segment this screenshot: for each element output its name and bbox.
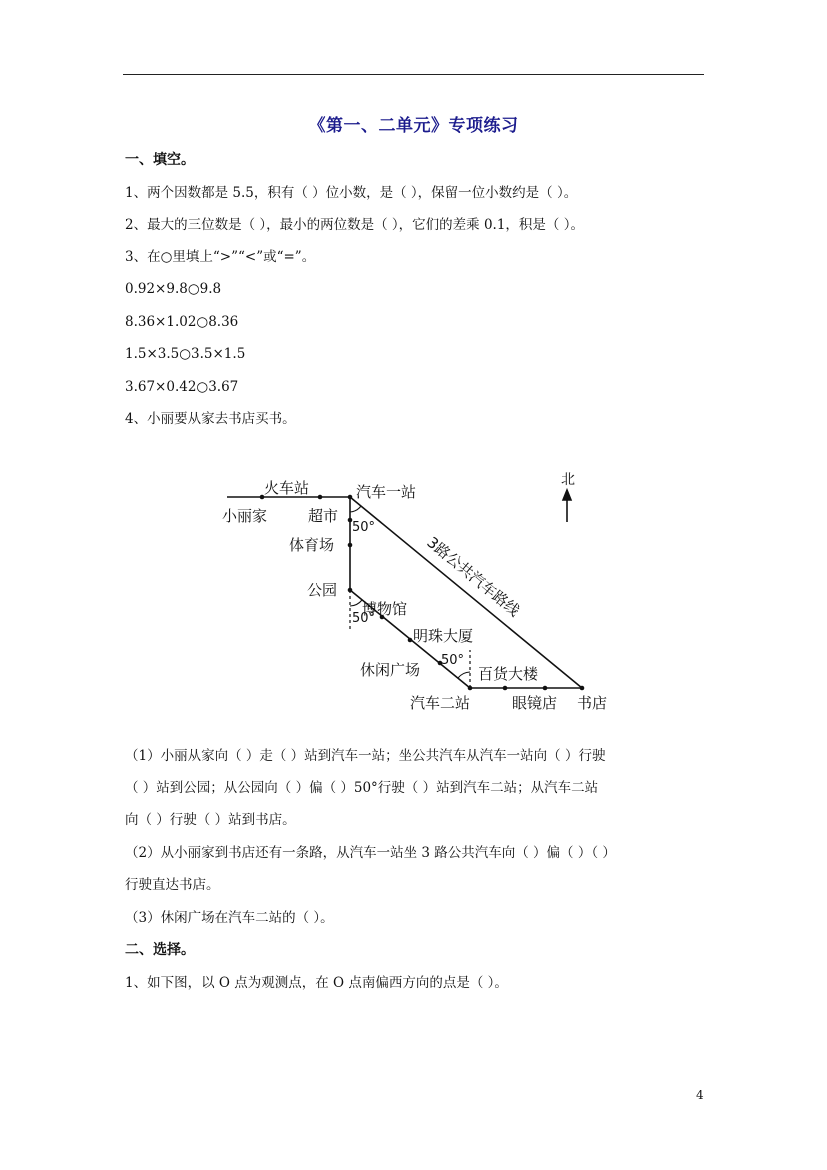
q3-item-3: 1.5×3.5○3.5×1.5: [125, 346, 246, 362]
dot-bookstore: [580, 686, 585, 691]
label-train-station: 火车站: [264, 479, 310, 497]
label-bookstore: 书店: [577, 694, 608, 712]
dot-park: [348, 588, 353, 593]
label-gym: 体育场: [289, 536, 335, 554]
sub-question-1-line-1: （1）小丽从家向（ ）走（ ）站到汽车一站；坐公共汽车从汽车一站向（ ）行驶: [125, 748, 606, 764]
label-park: 公园: [307, 581, 338, 599]
angle-arc-3: [458, 672, 470, 678]
page-number: 4: [696, 1088, 704, 1102]
sub-question-1-line-2: （ ）站到公园；从公园向（ ）偏（ ）50°行驶（ ）站到汽车二站；从汽车二站: [125, 780, 599, 796]
label-angle-2: 50°: [352, 611, 376, 626]
section-fill-blank: 一、填空。: [125, 152, 195, 168]
label-leisure-square: 休闲广场: [360, 661, 421, 679]
label-department-store: 百货大楼: [478, 665, 539, 683]
label-angle-1: 50°: [352, 520, 376, 535]
label-supermarket: 超市: [308, 507, 339, 525]
label-museum: 博物馆: [362, 600, 408, 618]
label-bus-station-2: 汽车二站: [410, 694, 471, 712]
label-angle-3: 50°: [441, 653, 465, 668]
label-home: 小丽家: [222, 507, 268, 525]
label-pearl-tower: 明珠大厦: [413, 627, 474, 645]
section-choice: 二、选择。: [125, 942, 195, 958]
north-arrow-head: [563, 490, 571, 500]
q3-item-4: 3.67×0.42○3.67: [125, 379, 239, 395]
question-3: 3、在○里填上“>”“<”或“=”。: [125, 249, 316, 265]
angle-arc-2: [350, 600, 362, 606]
label-optical-store: 眼镜店: [512, 694, 558, 712]
dot-supermarket-top: [318, 495, 323, 500]
page-title: 《第一、二单元》专项练习: [308, 116, 519, 136]
question-2: 2、最大的三位数是（ ），最小的两位数是（ ），它们的差乘 0.1，积是（ ）。: [125, 217, 584, 233]
dot-optical-store: [543, 686, 548, 691]
label-north: 北: [561, 472, 575, 488]
dot-bus-station-1: [348, 495, 353, 500]
question-4: 4、小丽要从家去书店买书。: [125, 411, 296, 427]
dot-department-store: [503, 686, 508, 691]
dot-gym: [348, 543, 353, 548]
road-bus-route-3: [350, 497, 582, 688]
label-bus-station-1: 汽车一站: [356, 483, 417, 501]
sub-question-1-line-3: 向（ ）行驶（ ）站到书店。: [125, 812, 296, 828]
angle-arc-1: [350, 506, 361, 512]
dot-bus-station-2: [468, 686, 473, 691]
sub-question-2-line-2: 行驶直达书店。: [125, 877, 220, 893]
choice-question-1: 1、如下图，以 O 点为观测点，在 O 点南偏西方向的点是（ ）。: [125, 975, 508, 991]
q3-item-2: 8.36×1.02○8.36: [125, 314, 239, 330]
dot-pearl-tower: [408, 638, 413, 643]
label-route-3: 3路公共汽车路线: [423, 533, 524, 620]
sub-question-2-line-1: （2）从小丽家到书店还有一条路，从汽车一站坐 3 路公共汽车向（ ）偏（ ）（ ）: [125, 845, 616, 861]
sub-question-3: （3）休闲广场在汽车二站的（ ）。: [125, 910, 334, 926]
question-1: 1、两个因数都是 5.5，积有（ ）位小数，是（ ），保留一位小数约是（ ）。: [125, 185, 578, 201]
q3-item-1: 0.92×9.8○9.8: [125, 281, 222, 297]
